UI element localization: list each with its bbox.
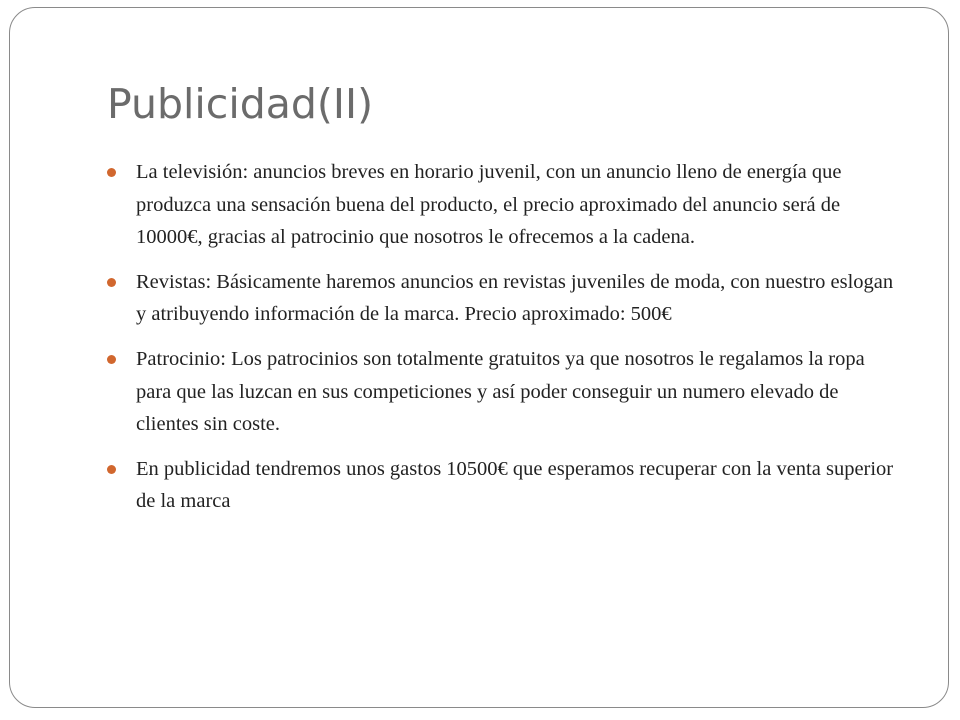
bullet-text: Revistas: Básicamente haremos anuncios en revistas juveniles de moda, con nuestro eslogan y atribuyendo información de la marca. Precio aproximado: 500€ [136,270,894,326]
slide-title: Publicidad(II) [107,80,374,128]
bullet-text: En publicidad tendremos unos gastos 10500€ que esperamos recuperar con la venta superior de la marca [136,457,894,513]
bullet-dot-icon [107,168,116,177]
bullet-dot-icon [107,355,116,364]
bullet-text: Patrocinio: Los patrocinios son totalmente gratuitos ya que nosotros le regalamos la ropa para que las luzcan en sus competiciones y así poder conseguir un numero elevado de clientes sin coste. [136,347,865,436]
bullet-item-revistas [107,266,897,331]
bullet-text: La televisión: anuncios breves en horario juvenil, con un anuncio lleno de energía que produzca una sensación buena del producto, el precio aproximado del anuncio será de 10000€, gracias al patrocinio que nosotros le ofrecemos a la cadena. [136,161,842,249]
bullet-item-patrocinio [107,343,897,441]
bullet-list [107,156,897,530]
bullet-dot-icon [107,278,116,287]
bullet-item-television [107,156,897,254]
bullet-dot-icon [107,465,116,474]
bullet-item-gastos [107,453,897,518]
